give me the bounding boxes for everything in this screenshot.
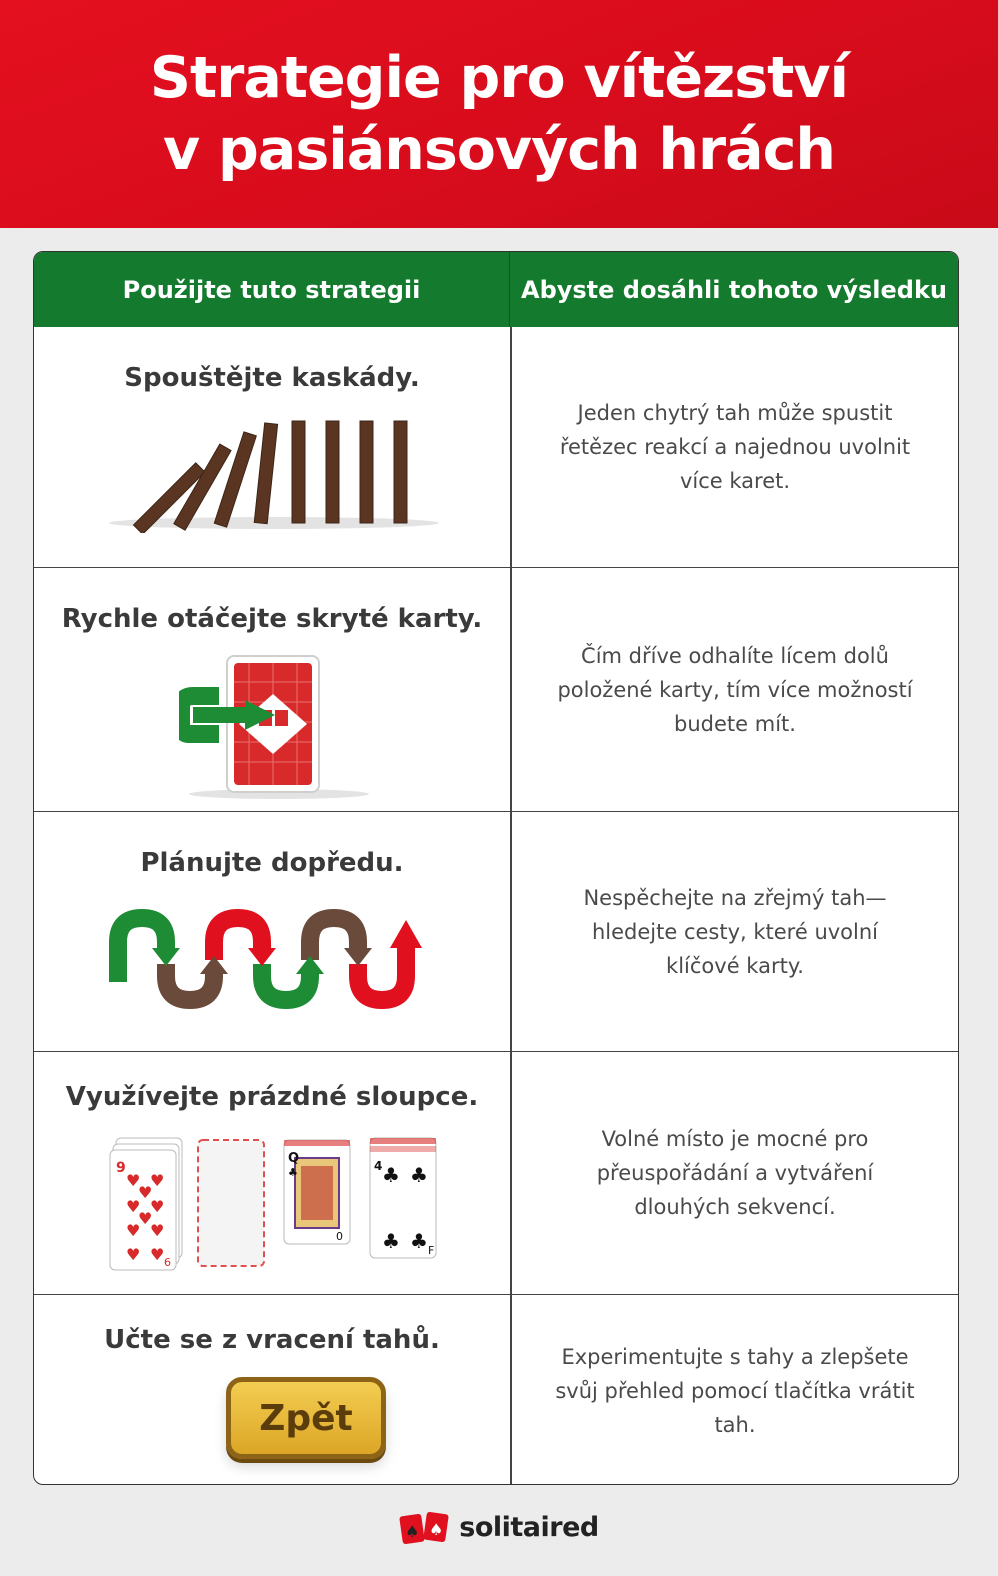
strategy-cell: [34, 1052, 510, 1294]
svg-text:♣: ♣: [382, 1163, 400, 1187]
result-text: Čím dříve odhalíte lícem dolů položené karty, tím více možností budete mít.: [557, 643, 913, 736]
undo-button-icon: Zpět: [226, 1377, 386, 1459]
brand-name: solitaired: [459, 1512, 599, 1543]
domino-cascade-icon: [104, 413, 444, 533]
strategy-cell: [34, 327, 510, 567]
svg-text:♥: ♥: [150, 1245, 165, 1264]
svg-text:♠: ♠: [405, 1521, 420, 1541]
card-corner: 6: [164, 1256, 171, 1269]
result-text: Nespěchejte na zřejmý tah—hledejte cesty, které uvolní klíčové karty.: [583, 885, 887, 978]
result-text: Jeden chytrý tah může spustit řetězec reakcí a najednou uvolnit více karet.: [559, 401, 911, 493]
card-rank: 9: [116, 1160, 126, 1176]
svg-text:♥: ♥: [138, 1183, 153, 1202]
strategy-title: Využívejte prázdné sloupce.: [65, 1082, 479, 1112]
flip-card-icon: [179, 652, 379, 802]
strategy-cell: [34, 1295, 510, 1485]
column-header-strategy: Použijte tuto strategii: [34, 252, 510, 327]
strategy-title: Učte se z vracení tahů.: [104, 1325, 440, 1355]
result-text: Volné místo je mocné pro přeuspořádání a vytváření dlouhých sekvencí.: [596, 1127, 874, 1219]
strategy-cell: [34, 568, 510, 811]
svg-text:♥: ♥: [126, 1171, 141, 1190]
svg-text:♥: ♥: [138, 1209, 153, 1228]
column-header-result: Abyste dosáhli tohoto výsledku: [521, 275, 947, 304]
svg-text:♣: ♣: [288, 1166, 298, 1179]
result-cell: [512, 812, 958, 1051]
result-cell: [512, 1052, 958, 1294]
footer: [0, 1505, 998, 1550]
svg-text:♥: ♥: [150, 1171, 165, 1190]
svg-text:♣: ♣: [410, 1229, 428, 1253]
queen-of-clubs-card: [284, 1140, 350, 1244]
card-columns-icon: [106, 1136, 446, 1276]
result-cell: [512, 327, 958, 567]
svg-text:♥: ♥: [150, 1221, 165, 1240]
clubs-column: [370, 1138, 436, 1258]
svg-text:♥: ♥: [150, 1197, 165, 1216]
strategy-title: Spouštějte kaskády.: [124, 363, 420, 393]
card-corner: F: [428, 1244, 435, 1257]
solitaired-logo-icon: [399, 1511, 451, 1545]
table-row: [34, 811, 958, 1051]
strategy-title: Rychle otáčejte skryté karty.: [61, 604, 483, 634]
strategy-cell: [34, 812, 510, 1051]
card-corner: 0: [336, 1230, 343, 1243]
stacked-hearts-column: [110, 1138, 182, 1270]
svg-text:♠: ♠: [429, 1519, 444, 1539]
card-rank: 4: [374, 1159, 383, 1173]
empty-column-slot: [198, 1140, 264, 1266]
svg-text:♥: ♥: [126, 1197, 141, 1216]
winding-path-arrows-icon: [106, 904, 446, 1014]
svg-text:♣: ♣: [410, 1163, 428, 1187]
result-text: Experimentujte s tahy a zlepšete svůj přehled pomocí tlačítka vrátit tah.: [555, 1344, 915, 1437]
svg-text:♣: ♣: [382, 1229, 400, 1253]
result-cell: [512, 568, 958, 811]
table-header: [34, 252, 958, 327]
page-title-line1: Strategie pro vítězství: [149, 45, 849, 111]
header-banner: [0, 0, 998, 228]
table-row: [34, 567, 958, 811]
result-cell: [512, 1295, 958, 1485]
strategy-title: Plánujte dopředu.: [140, 848, 404, 878]
card-rank: Q: [288, 1151, 300, 1166]
table-row: [34, 1294, 958, 1485]
table-row: [34, 327, 958, 567]
svg-text:♥: ♥: [126, 1245, 141, 1264]
table-row: [34, 1051, 958, 1294]
svg-text:♥: ♥: [126, 1221, 141, 1240]
strategy-table: [33, 251, 959, 1485]
page-title-line2: v pasiánsových hrách: [163, 117, 835, 183]
